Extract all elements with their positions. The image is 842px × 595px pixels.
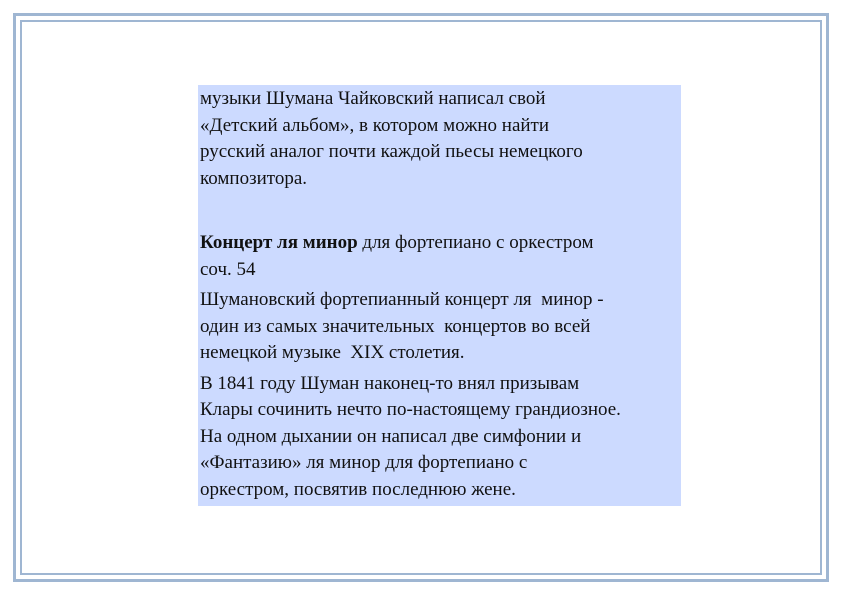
concerto-title: Концерт ля минор bbox=[200, 232, 358, 253]
intro-paragraph: музыки Шумана Чайковский написал свой «Детский альбом», в котором можно найти русский аналог почти каждой пьесы немецкого композитора. bbox=[200, 88, 583, 189]
history-paragraph: В 1841 году Шуман наконец-то внял призывам Клары сочинить нечто по-настоящему грандиозное. На одном дыхании он написал две симфонии и «Фантазию» ля минор для фортепиано с оркестром, посвятив последнюю жене. bbox=[200, 372, 621, 500]
slide-text-box bbox=[198, 85, 681, 506]
concerto-description-paragraph: Шумановский фортепианный концерт ля минор - один из самых значительных концертов во всей немецкой музыке XIX столетия. bbox=[200, 289, 604, 363]
concerto-heading bbox=[200, 230, 681, 283]
concerto-subtitle: для фортепиано с оркестром соч. 54 bbox=[200, 232, 594, 280]
